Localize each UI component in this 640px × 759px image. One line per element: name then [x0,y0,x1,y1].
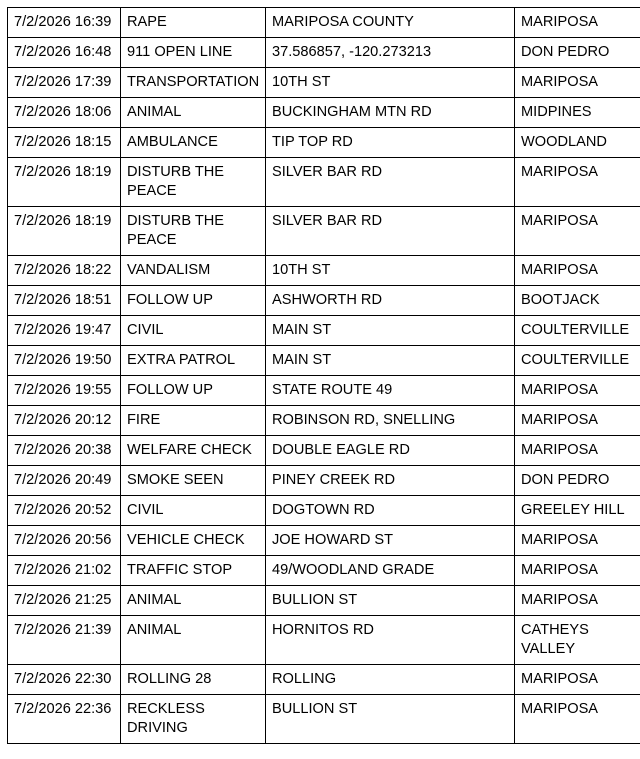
table-row [8,207,640,256]
location-cell: MARIPOSA COUNTY [266,8,515,38]
table-row [8,256,640,286]
call-type-cell: FIRE [121,406,266,436]
area-cell: MARIPOSA [515,406,640,436]
table-row [8,68,640,98]
datetime-cell: 7/2/2026 18:19 [8,207,121,256]
datetime-cell: 7/2/2026 18:19 [8,158,121,207]
table-row [8,316,640,346]
datetime-cell: 7/2/2026 18:06 [8,98,121,128]
call-type-cell: VANDALISM [121,256,266,286]
datetime-cell: 7/2/2026 22:30 [8,665,121,695]
datetime-cell: 7/2/2026 20:49 [8,466,121,496]
area-cell: MARIPOSA [515,68,640,98]
table-row [8,406,640,436]
call-type-cell: VEHICLE CHECK [121,526,266,556]
location-cell: BUCKINGHAM MTN RD [266,98,515,128]
area-cell: COULTERVILLE [515,346,640,376]
location-cell: 10TH ST [266,256,515,286]
area-cell: MARIPOSA [515,256,640,286]
table-row [8,8,640,38]
area-cell: MARIPOSA [515,695,640,744]
table-row [8,346,640,376]
location-cell: SILVER BAR RD [266,158,515,207]
area-cell: MARIPOSA [515,586,640,616]
location-cell: SILVER BAR RD [266,207,515,256]
call-type-cell: DISTURB THE PEACE [121,207,266,256]
call-type-cell: RAPE [121,8,266,38]
area-cell: MARIPOSA [515,8,640,38]
area-cell: MARIPOSA [515,665,640,695]
datetime-cell: 7/2/2026 16:39 [8,8,121,38]
location-cell: ROBINSON RD, SNELLING [266,406,515,436]
datetime-cell: 7/2/2026 21:02 [8,556,121,586]
table-row [8,695,640,744]
location-cell: DOUBLE EAGLE RD [266,436,515,466]
table-row [8,466,640,496]
datetime-cell: 7/2/2026 18:15 [8,128,121,158]
area-cell: BOOTJACK [515,286,640,316]
table-row [8,376,640,406]
location-cell: MAIN ST [266,316,515,346]
table-row [8,158,640,207]
area-cell: MARIPOSA [515,436,640,466]
area-cell: COULTERVILLE [515,316,640,346]
area-cell: MIDPINES [515,98,640,128]
area-cell: DON PEDRO [515,466,640,496]
datetime-cell: 7/2/2026 22:36 [8,695,121,744]
datetime-cell: 7/2/2026 21:25 [8,586,121,616]
table-row [8,98,640,128]
location-cell: 37.586857, -120.273213 [266,38,515,68]
call-type-cell: TRANSPORTATION [121,68,266,98]
datetime-cell: 7/2/2026 20:56 [8,526,121,556]
call-type-cell: AMBULANCE [121,128,266,158]
call-type-cell: WELFARE CHECK [121,436,266,466]
datetime-cell: 7/2/2026 20:52 [8,496,121,526]
table-row [8,38,640,68]
call-type-cell: ROLLING 28 [121,665,266,695]
location-cell: STATE ROUTE 49 [266,376,515,406]
location-cell: TIP TOP RD [266,128,515,158]
table-row [8,616,640,665]
area-cell: MARIPOSA [515,376,640,406]
datetime-cell: 7/2/2026 19:50 [8,346,121,376]
table-row [8,556,640,586]
call-type-cell: ANIMAL [121,98,266,128]
location-cell: BULLION ST [266,695,515,744]
table-row [8,665,640,695]
area-cell: MARIPOSA [515,158,640,207]
location-cell: JOE HOWARD ST [266,526,515,556]
datetime-cell: 7/2/2026 20:12 [8,406,121,436]
call-type-cell: 911 OPEN LINE [121,38,266,68]
datetime-cell: 7/2/2026 21:39 [8,616,121,665]
call-type-cell: CIVIL [121,496,266,526]
location-cell: PINEY CREEK RD [266,466,515,496]
datetime-cell: 7/2/2026 18:51 [8,286,121,316]
area-cell: GREELEY HILL [515,496,640,526]
location-cell: MAIN ST [266,346,515,376]
area-cell: CATHEYS VALLEY [515,616,640,665]
area-cell: MARIPOSA [515,526,640,556]
table-row [8,436,640,466]
area-cell: WOODLAND [515,128,640,158]
datetime-cell: 7/2/2026 20:38 [8,436,121,466]
datetime-cell: 7/2/2026 19:47 [8,316,121,346]
table-row [8,586,640,616]
datetime-cell: 7/2/2026 18:22 [8,256,121,286]
call-type-cell: FOLLOW UP [121,376,266,406]
table-row [8,128,640,158]
table-row [8,286,640,316]
location-cell: BULLION ST [266,586,515,616]
datetime-cell: 7/2/2026 19:55 [8,376,121,406]
call-type-cell: SMOKE SEEN [121,466,266,496]
area-cell: MARIPOSA [515,556,640,586]
table-row [8,496,640,526]
call-type-cell: ANIMAL [121,586,266,616]
call-type-cell: TRAFFIC STOP [121,556,266,586]
location-cell: 49/WOODLAND GRADE [266,556,515,586]
call-type-cell: DISTURB THE PEACE [121,158,266,207]
call-type-cell: EXTRA PATROL [121,346,266,376]
call-type-cell: FOLLOW UP [121,286,266,316]
area-cell: DON PEDRO [515,38,640,68]
location-cell: HORNITOS RD [266,616,515,665]
call-type-cell: CIVIL [121,316,266,346]
location-cell: 10TH ST [266,68,515,98]
call-type-cell: ANIMAL [121,616,266,665]
datetime-cell: 7/2/2026 17:39 [8,68,121,98]
datetime-cell: 7/2/2026 16:48 [8,38,121,68]
call-log-table [7,7,640,744]
call-type-cell: RECKLESS DRIVING [121,695,266,744]
location-cell: ROLLING [266,665,515,695]
table-row [8,526,640,556]
location-cell: DOGTOWN RD [266,496,515,526]
area-cell: MARIPOSA [515,207,640,256]
location-cell: ASHWORTH RD [266,286,515,316]
